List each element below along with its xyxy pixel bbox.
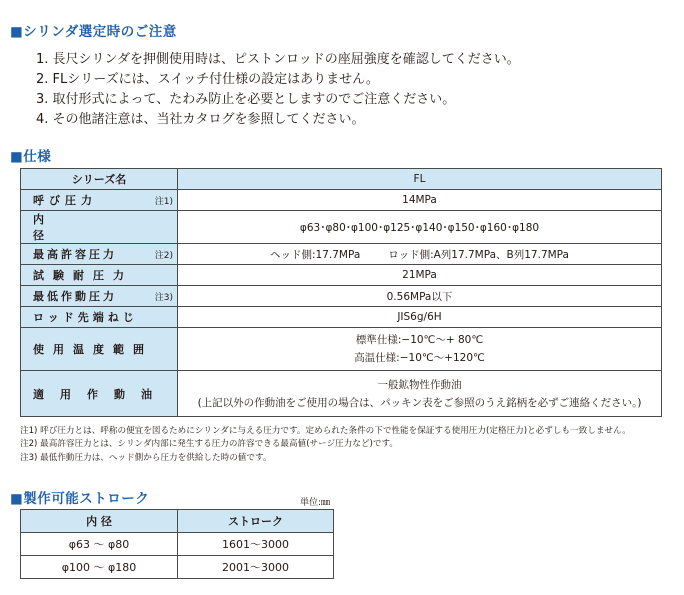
spec-header-row	[21, 169, 662, 190]
footnote: 注2) 最高許容圧力とは、シリンダ内部に発生する圧力の許容できる最高値(サージ圧力など)です。	[20, 439, 398, 449]
spec-label-cell	[21, 265, 178, 286]
oil-value: 一般鉱物性作動油	[377, 378, 462, 391]
caution-list	[36, 50, 520, 130]
spec-label: 使用温度範囲	[33, 343, 153, 356]
caution-item: 3. 取付形式によって、たわみ防止を必要としますのでご注意ください。	[36, 92, 456, 107]
spec-label: 呼び圧力	[33, 194, 97, 207]
bore-range: φ63 〜 φ80	[21, 533, 178, 556]
spec-label-cell	[21, 244, 178, 265]
stroke-table	[20, 509, 334, 579]
spec-row	[21, 190, 662, 211]
spec-value: φ63･φ80･φ100･φ125･φ140･φ150･φ160･φ180	[178, 211, 662, 244]
spec-value: 14MPa	[178, 190, 662, 211]
spec-label: 試験耐圧力	[33, 269, 133, 282]
spec-row	[21, 286, 662, 307]
spec-value-cell	[178, 328, 662, 371]
note-ref: 注1)	[154, 196, 173, 207]
caution-section-title: ■シリンダ選定時のご注意	[10, 24, 177, 40]
spec-row	[21, 307, 662, 328]
footnote: 注1) 呼び圧力とは、呼称の便宜を図るためにシリンダに与える圧力です。定められた条件の下で性能を保証する使用圧力(定格圧力)と必ずしも一致しません。	[20, 426, 631, 436]
series-value: FL	[178, 169, 662, 190]
stroke-row	[21, 533, 334, 556]
spec-value: JIS6g/6H	[178, 307, 662, 328]
spec-value: 0.56MPa以下	[178, 286, 662, 307]
standard-temp-value: 標準仕様:−10℃〜+ 80℃	[355, 334, 484, 346]
spec-label-cell	[21, 211, 178, 244]
spec-label-cell	[21, 286, 178, 307]
oil-note: (上記以外の作動油をご使用の場合は、パッキン表をご参照のうえ銘柄を必ずご連絡ください。)	[197, 396, 642, 409]
caution-item: 1. 長尺シリンダを押側使用時は、ピストンロッドの座屈強度を確認してください。	[36, 52, 520, 67]
spec-label: 適用作動油	[33, 387, 168, 401]
unit-label: 単位:㎜	[300, 498, 331, 508]
spec-section-title: ■仕様	[10, 149, 52, 165]
spec-label-cell	[21, 328, 178, 371]
spec-value: 21MPa	[178, 265, 662, 286]
spec-label: 内径	[33, 213, 132, 242]
footnote: 注3) 最低作動圧力は、ヘッド側から圧力を供給した時の値です。	[20, 453, 272, 463]
spec-label: 最低作動圧力	[33, 290, 117, 303]
bore-range: φ100 〜 φ180	[21, 556, 178, 579]
spec-row	[21, 244, 662, 265]
head-side-value: ヘッド側:17.7MPa	[270, 248, 361, 261]
caution-item: 4. その他諸注意は、当社カタログを参照してください。	[36, 112, 365, 127]
spec-row	[21, 371, 662, 417]
stroke-range: 1601〜3000	[178, 533, 334, 556]
spec-row	[21, 265, 662, 286]
spec-label: ロッド先端ねじ	[33, 311, 138, 324]
spec-label: 最高許容圧力	[33, 248, 117, 261]
stroke-header: ストローク	[178, 510, 334, 533]
spec-label-cell	[21, 371, 178, 417]
caution-item: 2. FLシリーズには、スイッチ付仕様の設定はありません。	[36, 72, 379, 87]
stroke-section-title: ■製作可能ストローク	[10, 491, 150, 507]
spec-table	[20, 168, 662, 417]
stroke-row	[21, 556, 334, 579]
bore-header: 内 径	[21, 510, 178, 533]
high-temp-value: 高温仕様:−10℃〜+120℃	[354, 352, 485, 364]
note-ref: 注2)	[154, 250, 173, 261]
stroke-header-row	[21, 510, 334, 533]
spec-row	[21, 328, 662, 371]
rod-side-value: ロッド側:A列17.7MPa、B列17.7MPa	[388, 248, 569, 261]
spec-label-cell	[21, 307, 178, 328]
spec-value-cell	[178, 371, 662, 417]
spec-label-cell	[21, 190, 178, 211]
note-ref: 注3)	[154, 292, 173, 303]
spec-row	[21, 211, 662, 244]
series-label: シリーズ名	[21, 169, 178, 190]
stroke-range: 2001〜3000	[178, 556, 334, 579]
spec-value-cell	[178, 244, 662, 265]
